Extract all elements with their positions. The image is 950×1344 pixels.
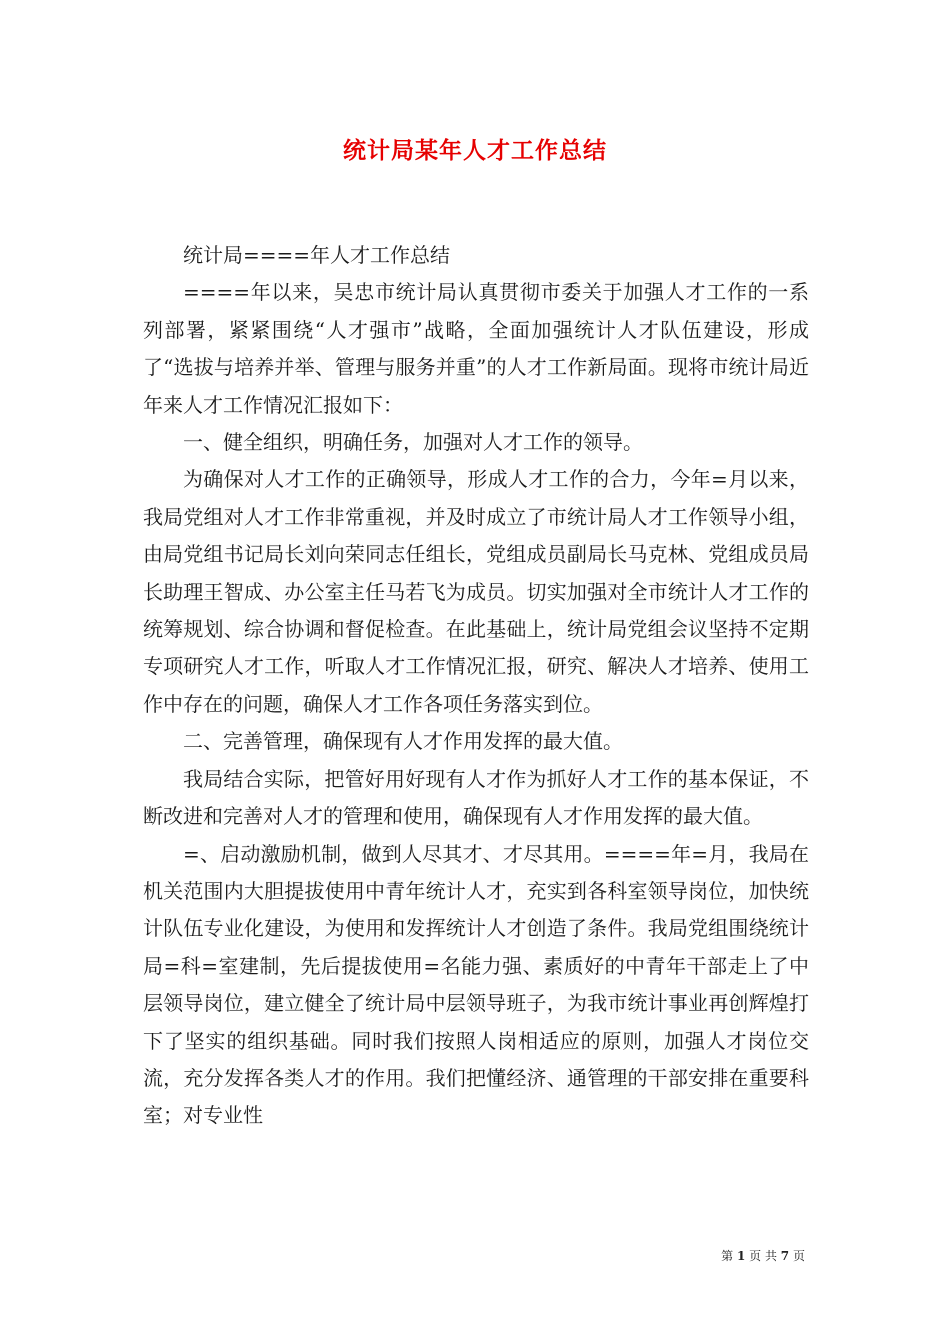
document-title: 统计局某年人才工作总结 bbox=[343, 138, 607, 164]
footer-total-pages: 7 bbox=[780, 1249, 790, 1263]
page-footer bbox=[721, 1247, 805, 1264]
paragraph-section-2-item-1: =、启动激励机制，做到人尽其才、才尽其用。====年=月，我局在机关范围内大胆提拔使用中青年统计人才，充实到各科室领导岗位，加快统计队伍专业化建设，为使用和发挥统计人才创造了条件。我局党组围绕统计局=科=室建制，先后提拔使用=名能力强、素质好的中青年干部走上了中层领导岗位，建立健全了统计局中层领导班子，为我市统计事业再创辉煌打下了坚实的组织基础。同时我们按照人岗相适应的原则，加强人才岗位交流，充分发挥各类人才的作用。我们把懂经济、通管理的干部安排在重要科室；对专业性 bbox=[143, 841, 809, 1128]
footer-prefix: 第 bbox=[721, 1249, 734, 1263]
paragraph-section-1: 为确保对人才工作的正确领导，形成人才工作的合力，今年=月以来，我局党组对人才工作非常重视，并及时成立了市统计局人才工作领导小组，由局党组书记局长刘向荣同志任组长，党组成员副局长马克林、党组成员局长助理王智成、办公室主任马若飞为成员。切实加强对全市统计人才工作的统筹规划、综合协调和督促检查。在此基础上，统计局党组会议坚持不定期专项研究人才工作，听取人才工作情况汇报，研究、解决人才培养、使用工作中存在的问题，确保人才工作各项任务落实到位。 bbox=[143, 467, 809, 716]
footer-page-number: 1 bbox=[736, 1249, 746, 1263]
document-body bbox=[143, 237, 809, 1135]
footer-suffix: 页 bbox=[792, 1249, 805, 1263]
footer-middle: 页 共 bbox=[749, 1249, 777, 1263]
paragraph-section-2: 我局结合实际，把管好用好现有人才作为抓好人才工作的基本保证，不断改进和完善对人才的管理和使用，确保现有人才作用发挥的最大值。 bbox=[143, 766, 809, 829]
section-heading-2: 二、完善管理，确保现有人才作用发挥的最大值。 bbox=[183, 729, 623, 754]
section-heading-1: 一、健全组织，明确任务，加强对人才工作的领导。 bbox=[183, 430, 643, 455]
paragraph-intro: ====年以来，吴忠市统计局认真贯彻市委关于加强人才工作的一系列部署，紧紧围绕“人才强市”战略，全面加强统计人才队伍建设，形成了“选拔与培养并举、管理与服务并重”的人才工作新局面。现将市统计局近年来人才工作情况汇报如下： bbox=[143, 280, 809, 417]
paragraph-subtitle: 统计局====年人才工作总结 bbox=[183, 243, 451, 267]
